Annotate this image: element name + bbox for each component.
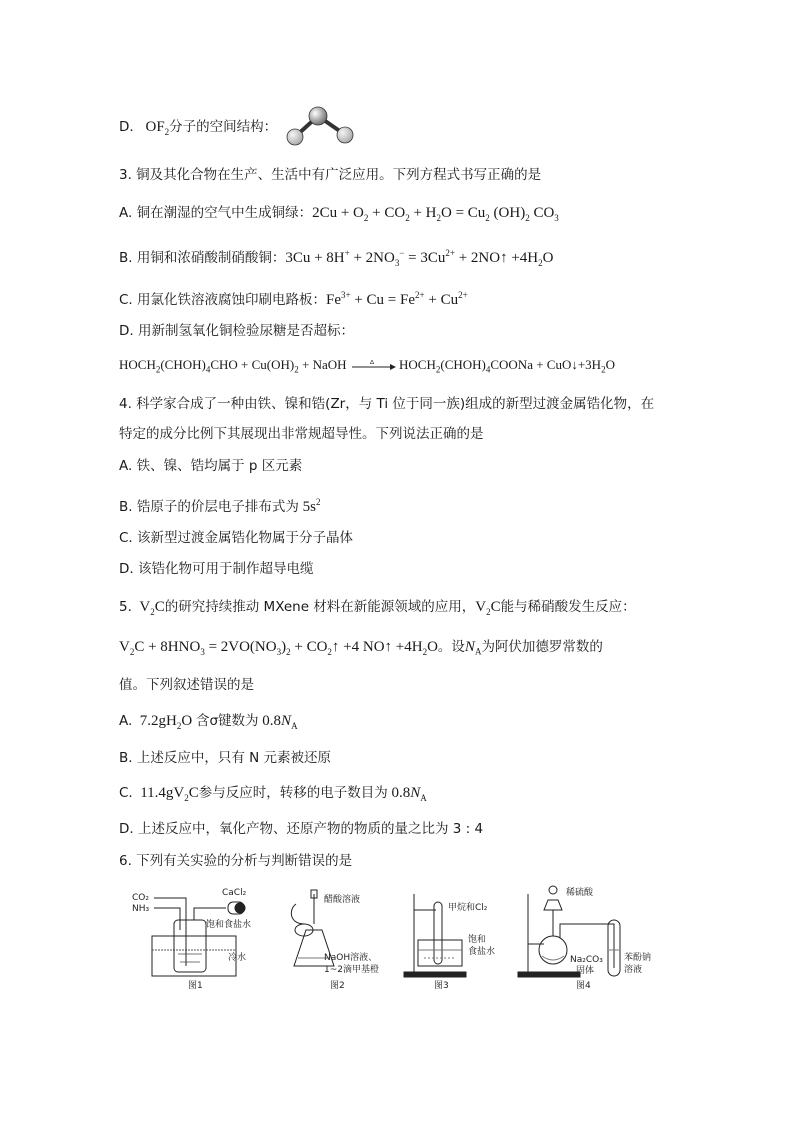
q4-stem-line1: 4. 科学家合成了一种由铁、镍和锆(Zr，与 Ti 位于同一族)组成的新型过渡金属锆化物，在 [119, 396, 655, 412]
fig1-label-nh3: NH₃ [132, 904, 150, 914]
q4-stem-line2: 特定的成分比例下其展现出非常规超导性。下列说法正确的是 [119, 426, 484, 442]
q5-stem-line2: $V_2C + 8HNO_3 = 2VO(NO_3)_2$ + $CO_2↑ +4$ NO↑ $+4H_2O$。设$N_A$为阿伏加德罗常数的 [119, 639, 603, 657]
fig2-caption: 图2 [330, 981, 345, 991]
figure-1-apparatus [152, 898, 245, 976]
fig4-label-na2co3: Na₂CO₃ [570, 955, 603, 965]
q4-option-b: B. 锆原子的价层电子排布式为 $5s^2$ [119, 497, 321, 515]
q5-stem-line3: 值。下列叙述错误的是 [119, 677, 254, 693]
q3-option-b: B. 用铜和浓硝酸制硝酸铜：$3Cu + 8H^+ + 2NO_3^- = 3Cu^{2+}$ + 2NO↑ $+4H_2O$ [119, 248, 554, 268]
fig3-caption: 图3 [434, 981, 449, 991]
q5-option-b: B. 上述反应中，只有 N 元素被还原 [119, 750, 332, 766]
q5-option-a: A. $7.2gH_2O$ 含σ键数为 $0.8N_A$ [119, 713, 298, 731]
q5-option-c: C. $11.4gV_2C$参与反应时，转移的电子数目为 $0.8N_A$ [119, 785, 427, 803]
q2-option-d: D. $OF_2$分子的空间结构： [119, 119, 278, 137]
q5-option-d: D. 上述反应中，氧化产物、还原产物的物质的量之比为 3 : 4 [119, 821, 484, 837]
fig4-label-phenolate-2: 溶液 [624, 965, 643, 975]
fig4-label-solid: 固体 [576, 966, 595, 976]
fig3-label-brine-2: 食盐水 [468, 947, 496, 957]
fig4-label-phenolate-1: 苯酚钠 [624, 953, 652, 963]
fig4-caption: 图4 [576, 981, 591, 991]
q5-stem-line1: 5. $V_2C$的研究持续推动 MXene 材料在新能源领域的应用，$V_2C$能与稀硝酸发生反应： [119, 599, 636, 617]
svg-text:Δ: Δ [369, 360, 374, 367]
fig2-label-acid: 醋酸溶液 [324, 895, 361, 905]
fig1-label-cacl2: CaCl₂ [222, 888, 247, 898]
q6-stem: 6. 下列有关实验的分析与判断错误的是 [119, 853, 353, 869]
fig4-label-acid: 稀硫酸 [566, 888, 594, 898]
q3-stem: 3. 铜及其化合物在生产、生活中有广泛应用。下列方程式书写正确的是 [119, 167, 542, 183]
q3-option-a: A. 铜在潮湿的空气中生成铜绿：$2Cu + O_2 + CO_2 + H_2O = Cu_2$ $(OH)_2$ $CO_3$ [119, 205, 559, 223]
q4-option-c: C. 该新型过渡金属锆化物属于分子晶体 [119, 530, 354, 546]
q6-apparatus-figures [118, 880, 678, 995]
fig1-label-brine: 饱和食盐水 [206, 920, 252, 930]
fig3-label-gas: 甲烷和Cl₂ [448, 903, 488, 913]
fig2-label-indicator: 1~2滴甲基橙 [324, 965, 379, 975]
fig2-label-naoh: NaOH溶液、 [324, 953, 378, 963]
fig1-caption: 图1 [188, 981, 203, 991]
fig3-label-brine-1: 饱和 [468, 935, 487, 945]
of2-molecule-model [282, 106, 360, 148]
figure-4-apparatus [518, 886, 620, 977]
fig1-label-co2: CO₂ [132, 893, 149, 903]
fig1-label-cold-water: 冷水 [228, 953, 247, 963]
q3-option-c: C. 用氯化铁溶液腐蚀印刷电路板：$Fe^{3+} + Cu = Fe^{2+} + Cu^{2+}$ [119, 290, 468, 308]
q4-option-d: D. 该锆化物可用于制作超导电缆 [119, 561, 314, 577]
q4-option-a: A. 铁、镍、锆均属于 p 区元素 [119, 458, 303, 474]
q3-option-d-equation: $HOCH_2(CHOH)_4CHO + Cu(OH)_2$ + NaOH Δ $HOCH_2(CHOH)_4COONa$ + $CuO↓+3H_2O$ [119, 357, 615, 375]
q3-option-d: D. 用新制氢氧化铜检验尿糖是否超标： [119, 323, 354, 339]
